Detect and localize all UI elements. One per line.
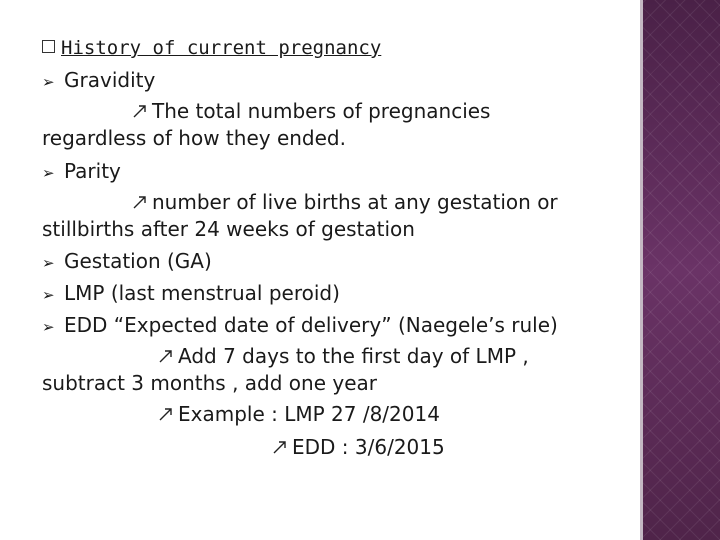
- sub-item-text: EDD : 3/6/2015: [292, 435, 445, 459]
- sub-item: [158, 344, 529, 368]
- checkbox-icon: [42, 40, 55, 53]
- sub-item: [132, 99, 490, 123]
- heading-title: History of current pregnancy: [61, 37, 382, 59]
- bullet-gestation: [42, 249, 212, 275]
- bullet-text: EDD “Expected date of delivery” (Naegele’s rule): [64, 313, 558, 337]
- sub-item: [132, 190, 558, 214]
- side-divider: [640, 0, 643, 540]
- sub-item-text: Add 7 days to the first day of LMP ,: [178, 344, 529, 368]
- bullet-text: Gravidity: [64, 68, 156, 92]
- bullet-lmp: [42, 281, 340, 307]
- sub-item-text: The total numbers of pregnancies: [152, 99, 491, 123]
- bullet-arrow-icon: ➢: [42, 164, 55, 182]
- sub-item-text: Example : LMP 27 /8/2014: [178, 402, 440, 426]
- sub-item: [272, 435, 445, 459]
- diagonal-arrow-icon: [158, 406, 174, 422]
- diagonal-arrow-icon: [132, 194, 148, 210]
- sub-item-text: number of live births at any gestation or: [152, 190, 558, 214]
- bullet-arrow-icon: ➢: [42, 254, 55, 272]
- sub-item-continuation: subtract 3 months , add one year: [42, 371, 377, 395]
- sub-item-continuation: regardless of how they ended.: [42, 126, 346, 150]
- diagonal-arrow-icon: [132, 103, 148, 119]
- diagonal-arrow-icon: [272, 439, 288, 455]
- bullet-text: LMP (last menstrual peroid): [64, 281, 340, 305]
- bullet-arrow-icon: ➢: [42, 286, 55, 304]
- sub-item-continuation: stillbirths after 24 weeks of gestation: [42, 217, 415, 241]
- bullet-arrow-icon: ➢: [42, 73, 55, 91]
- diagonal-arrow-icon: [158, 348, 174, 364]
- bullet-parity: [42, 159, 121, 185]
- sub-item: [158, 402, 440, 426]
- bullet-text: Gestation (GA): [64, 249, 212, 273]
- bullet-edd: [42, 313, 558, 339]
- bullet-gravidity: [42, 68, 155, 94]
- decorative-side-panel: [640, 0, 720, 540]
- bullet-arrow-icon: ➢: [42, 318, 55, 336]
- section-heading: [42, 36, 381, 60]
- bullet-text: Parity: [64, 159, 121, 183]
